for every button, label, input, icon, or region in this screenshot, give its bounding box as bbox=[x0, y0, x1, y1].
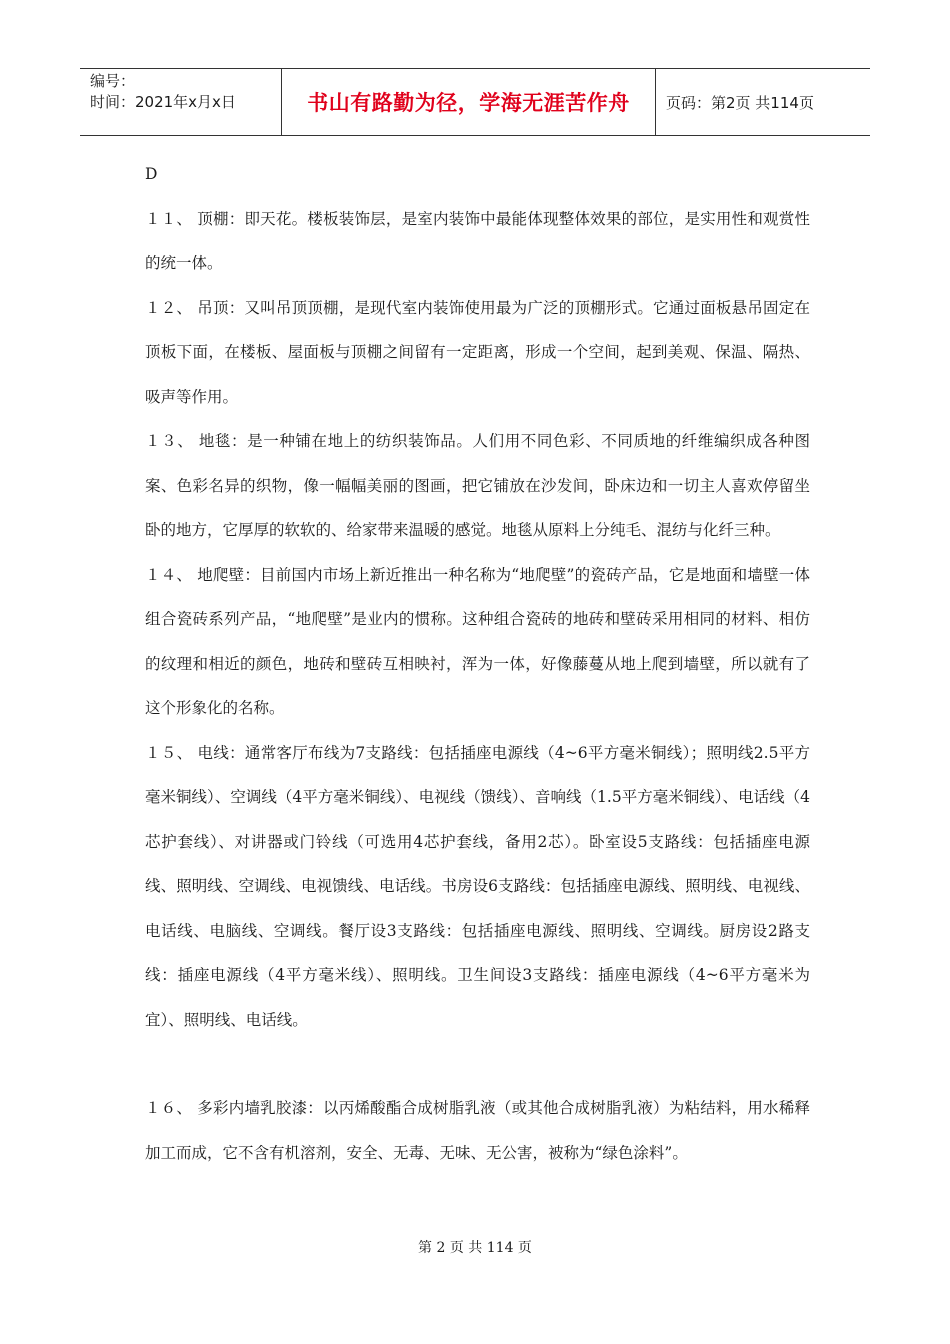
document-number-label: 编号： bbox=[90, 72, 136, 90]
paragraph: １４、 地爬壁：目前国内市场上新近推出一种名称为“地爬壁”的瓷砖产品，它是地面和墙壁一体组合瓷砖系列产品，“地爬壁”是业内的惯称。这种组合瓷砖的地砖和壁砖采用相同的材料、相仿的纹理和相近的颜色，地砖和壁砖互相映衬，浑为一体，好像藤蔓从地上爬到墙壁，所以就有了这个形象化的名称。 bbox=[145, 565, 810, 717]
page-footer: 第 2 页 共 114 页 bbox=[418, 1240, 532, 1256]
page-header bbox=[80, 68, 870, 136]
header-page-info: 页码：第2页 共114页 bbox=[666, 93, 814, 112]
document-body bbox=[145, 152, 810, 1175]
paragraph: １２、 吊顶：又叫吊顶顶棚，是现代室内装饰使用最为广泛的顶棚形式。它通过面板悬吊固定在顶板下面，在楼板、屋面板与顶棚之间留有一定距离，形成一个空间，起到美观、保温、隔热、吸声等作用。 bbox=[145, 298, 810, 406]
document-date-label: 时间：2021年x月x日 bbox=[90, 93, 236, 111]
paragraph: １５、 电线：通常客厅布线为7支路线：包括插座电源线（4~6平方毫米铜线）；照明线2.5平方毫米铜线）、空调线（4平方毫米铜线）、电视线（馈线）、音响线（1.5平方毫米铜线）、电话线（4芯护套线）、对讲器或门铃线（可选用4芯护套线，备用2芯）。卧室设5支路线：包括插座电源线、照明线、空调线、电视馈线、电话线。书房设6支路线：包括插座电源线、照明线、电视线、电话线、电脑线、空调线。餐厅设3支路线：包括插座电源线、照明线、空调线。厨房设2路支线：插座电源线（4平方毫米线）、照明线。卫生间设3支路线：插座电源线（4~6平方毫米为宜）、照明线、电话线。 bbox=[145, 743, 810, 1029]
header-meta bbox=[80, 69, 282, 135]
paragraph: １６、 多彩内墙乳胶漆：以丙烯酸酯合成树脂乳液（或其他合成树脂乳液）为粘结料，用水稀释加工而成，它不含有机溶剂，安全、无毒、无味、无公害，被称为“绿色涂料”。 bbox=[145, 1099, 810, 1162]
paragraph: D bbox=[145, 165, 158, 183]
paragraph: １１、 顶棚：即天花。楼板装饰层，是室内装饰中最能体现整体效果的部位，是实用性和观赏性的统一体。 bbox=[145, 209, 810, 272]
paragraph: １３、 地毯：是一种铺在地上的纺织装饰品。人们用不同色彩、不同质地的纤维编织成各种图案、色彩名异的织物，像一幅幅美丽的图画，把它铺放在沙发间，卧床边和一切主人喜欢停留坐卧的地方，它厚厚的软软的、给家带来温暖的感觉。地毯从原料上分纯毛、混纺与化纤三种。 bbox=[145, 432, 810, 539]
header-motto: 书山有路勤为径，学海无涯苦作舟 bbox=[282, 69, 656, 135]
